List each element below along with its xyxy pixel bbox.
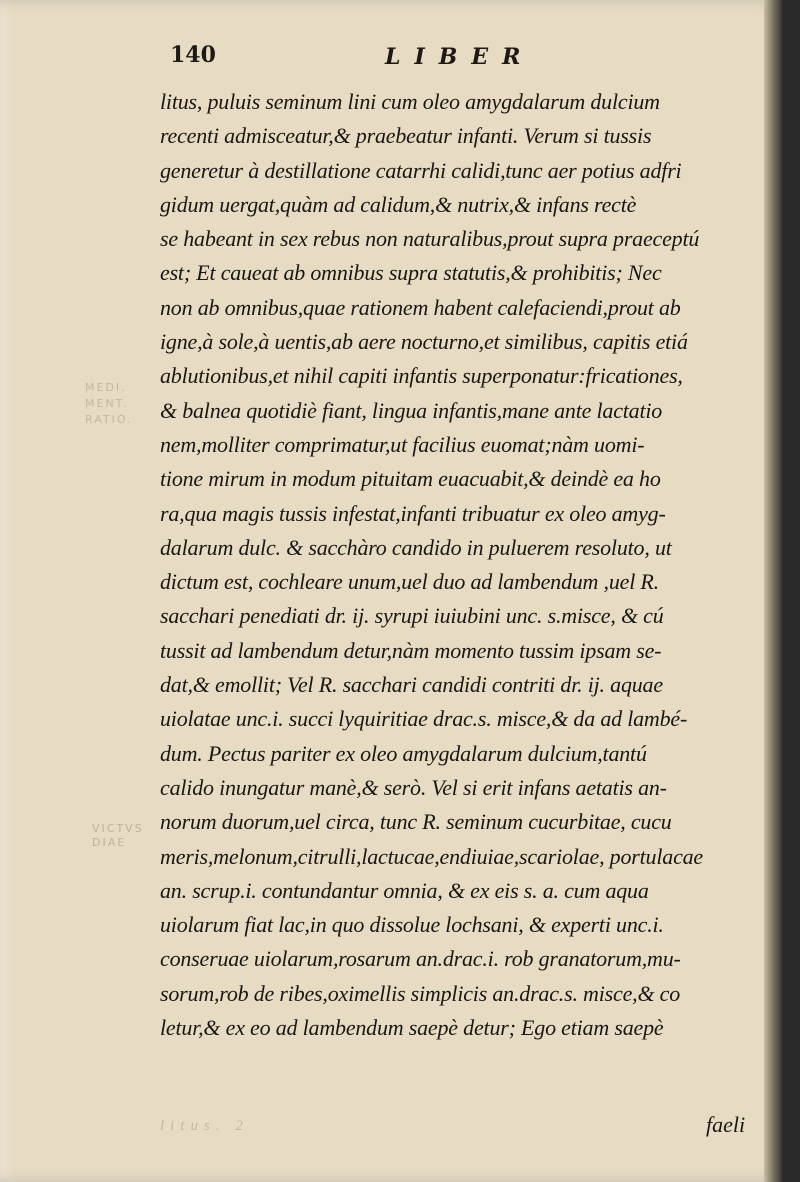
text-line: dat,& emollit; Vel R. sacchari candidi contriti dr. ij. aquae xyxy=(160,672,663,698)
footer-bleed: litus. 2 xyxy=(160,1118,249,1134)
text-line: & balnea quotidiè fiant, lingua infantis,mane ante lactatio xyxy=(160,397,663,423)
text-line: gidum uergat,quàm ad calidum,& nutrix,& infans rectè xyxy=(160,191,637,217)
text-line: calido inungatur manè,& serò. Vel si erit infans aetatis an- xyxy=(160,774,667,800)
text-line: norum duorum,uel circa, tunc R. seminum cucurbitae, cucu xyxy=(160,809,672,835)
text-line: meris,melonum,citrulli,lactucae,endiuiae,scariolae, portulacae xyxy=(160,843,703,869)
text-line: conseruae uiolarum,rosarum an.drac.i. rob granatorum,mu- xyxy=(160,946,681,972)
text-line: dum. Pectus pariter ex oleo amygdalarum dulcium,tantú xyxy=(160,740,647,766)
catchword: faeli xyxy=(706,1112,746,1137)
text-line: litus, puluis seminum lini cum oleo amygdalarum dulcium xyxy=(160,89,660,114)
text-line: est; Et caueat ab omnibus supra statutis,& prohibitis; Nec xyxy=(160,260,662,286)
body-text xyxy=(160,85,770,1045)
text-line: ablutionibus,et nihil capiti infantis superponatur:fricationes, xyxy=(160,363,683,389)
text-line: nem,molliter comprimatur,ut facilius euomat;nàm uomi- xyxy=(160,431,645,457)
text-line: an. scrup.i. contundantur omnia, & ex eis s. a. cum aqua xyxy=(160,877,649,903)
running-head xyxy=(170,42,640,82)
text-line: igne,à sole,à uentis,ab aere nocturno,et similibus, capitis etiá xyxy=(160,329,688,355)
text-line: se habeant in sex rebus non naturalibus,prout supra praeceptú xyxy=(160,226,700,252)
text-line: sorum,rob de ribes,oximellis simplicis an.drac.s. misce,& co xyxy=(160,980,681,1006)
running-title: LIBER xyxy=(385,44,535,70)
page-number: 140 xyxy=(170,42,216,68)
bleed-through-upper: MEDI. MENT. RATIO. xyxy=(85,381,133,426)
bleed-through-lower: VICTVS DIAE xyxy=(92,822,144,849)
text-line: uiolarum fiat lac,in quo dissolue lochsani, & experti unc.i. xyxy=(160,912,664,938)
text-line: dictum est, cochleare unum,uel duo ad lambendum ,uel R. xyxy=(160,569,659,595)
text-line: uiolatae unc.i. succi lyquiritiae drac.s. misce,& da ad lambé- xyxy=(160,706,688,732)
text-line: generetur à destillatione catarrhi calidi,tunc aer potius adfri xyxy=(160,157,682,183)
text-line: tione mirum in modum pituitam euacuabit,& deindè ea ho xyxy=(160,466,661,492)
text-line: non ab omnibus,quae rationem habent calefaciendi,prout ab xyxy=(160,294,681,320)
text-line: sacchari penediati dr. ij. syrupi iuiubini unc. s.misce, & cú xyxy=(160,603,664,629)
text-line: dalarum dulc. & sacchàro candido in puluerem resoluto, ut xyxy=(160,534,672,560)
text-line: tussit ad lambendum detur,nàm momento tussim ipsam se- xyxy=(160,637,662,663)
text-line: ra,qua magis tussis infestat,infanti tribuatur ex oleo amyg- xyxy=(160,500,666,526)
text-line: recenti admisceatur,& praebeatur infanti. Verum si tussis xyxy=(160,123,652,149)
text-line: letur,& ex eo ad lambendum saepè detur; Ego etiam saepè xyxy=(160,1015,664,1041)
